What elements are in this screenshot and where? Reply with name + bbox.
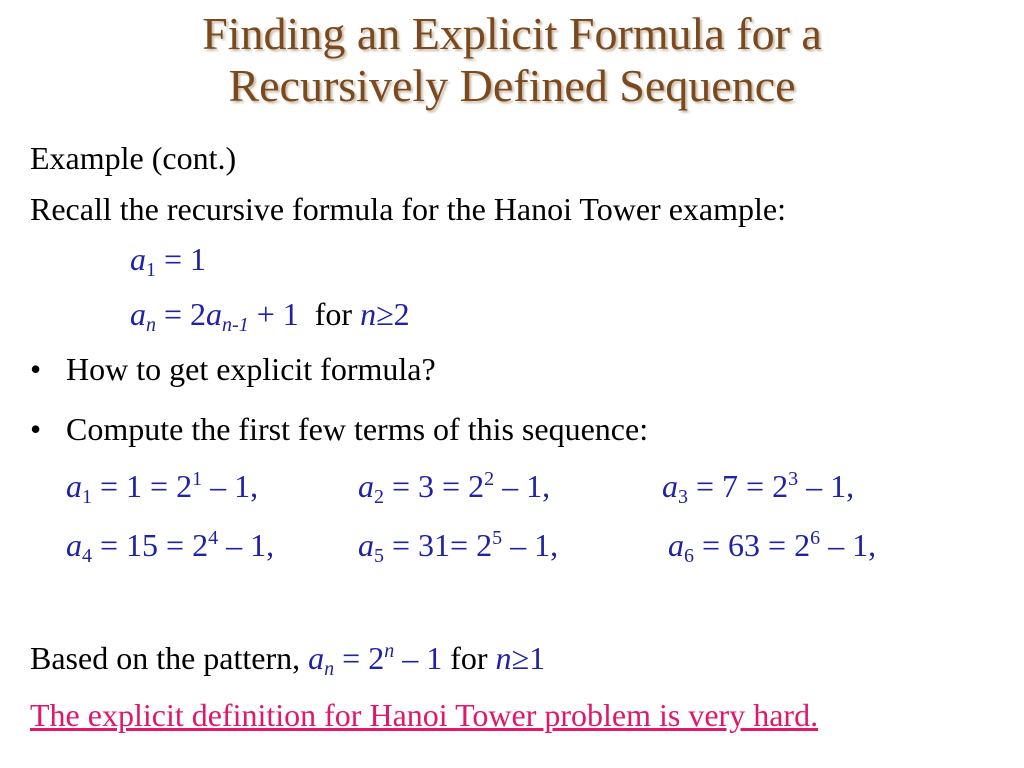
term-a2	[358, 468, 551, 508]
var-a: a	[66, 468, 82, 504]
explicit-formula	[308, 640, 443, 680]
base-case-formula	[130, 241, 207, 281]
term-power: = 2	[746, 468, 789, 504]
term-value: = 1	[100, 468, 143, 504]
term-index: 6	[684, 545, 694, 567]
term-value: = 31	[392, 527, 451, 563]
term-exponent: 1	[192, 468, 203, 490]
term-value: = 3	[392, 468, 435, 504]
var-a: a	[66, 527, 82, 563]
subscript-n: n	[324, 658, 335, 680]
term-tail: – 1,	[218, 527, 275, 563]
term-a3	[662, 468, 855, 508]
term-a1	[66, 468, 259, 508]
bullet-dot: •	[30, 411, 42, 447]
term-value: = 15	[100, 527, 159, 563]
var-a: a	[130, 241, 146, 277]
condition-n-1: ≥1	[511, 640, 546, 676]
term-index: 1	[82, 486, 92, 508]
var-a: a	[662, 468, 678, 504]
term-tail: – 1,	[494, 468, 551, 504]
term-exponent: 4	[208, 527, 219, 549]
recursive-expression	[130, 296, 299, 336]
term-exponent: 3	[788, 468, 799, 490]
term-index: 4	[82, 545, 92, 567]
recursive-formula	[130, 296, 410, 336]
var-a: a	[358, 468, 374, 504]
term-a4	[66, 527, 275, 567]
var-n: n	[360, 296, 377, 332]
term-power: = 2	[450, 527, 493, 563]
term-index: 5	[374, 545, 384, 567]
var-a: a	[206, 296, 223, 332]
term-exponent: 6	[810, 527, 821, 549]
term-tail: – 1,	[202, 468, 259, 504]
minus-one: – 1	[402, 640, 443, 676]
for-word: for	[450, 640, 488, 676]
eq-two: = 2	[164, 296, 207, 332]
slide-title	[0, 8, 1024, 112]
bullet-compute: Compute the first few terms of this sequence:	[66, 411, 649, 447]
recall-text: Recall the recursive formula for the Hanoi Tower example:	[30, 191, 786, 227]
term-index: 2	[374, 486, 384, 508]
bullet-how-to: How to get explicit formula?	[66, 351, 436, 387]
var-a: a	[130, 296, 146, 332]
title-line-2: Recursively Defined Sequence	[228, 60, 796, 111]
exponent-n: n	[384, 640, 395, 662]
hanoi-warning-link: The explicit definition for Hanoi Tower problem is very hard.	[30, 697, 819, 733]
term-exponent: 5	[492, 527, 503, 549]
term-power: = 2	[166, 527, 209, 563]
based-text: Based on the pattern,	[30, 640, 301, 676]
for-word: for	[314, 296, 353, 332]
term-a6	[668, 527, 877, 567]
var-a: a	[668, 527, 684, 563]
eq-two: = 2	[342, 640, 385, 676]
term-exponent: 2	[484, 468, 495, 490]
title-line-1: Finding an Explicit Formula for a	[202, 8, 822, 59]
subscript-n-minus-1: n-1	[222, 314, 249, 336]
base-value: = 1	[164, 241, 207, 277]
term-value: = 7	[696, 468, 739, 504]
example-heading: Example (cont.)	[30, 140, 237, 176]
term-a5	[358, 527, 559, 567]
term-index: 3	[678, 486, 688, 508]
term-power: = 2	[442, 468, 485, 504]
subscript-n: n	[146, 314, 156, 336]
term-value: = 63	[702, 527, 761, 563]
plus-one: + 1	[256, 296, 299, 332]
term-power: = 2	[150, 468, 193, 504]
condition-n-2: ≥2	[376, 296, 410, 332]
pattern-conclusion	[30, 640, 546, 680]
term-tail: – 1,	[798, 468, 855, 504]
term-power: = 2	[768, 527, 811, 563]
subscript: 1	[146, 259, 156, 281]
bullet-dot: •	[30, 351, 42, 387]
var-a: a	[358, 527, 374, 563]
term-tail: – 1,	[820, 527, 877, 563]
var-a: a	[308, 640, 325, 676]
var-n: n	[495, 640, 512, 676]
term-tail: – 1,	[502, 527, 559, 563]
